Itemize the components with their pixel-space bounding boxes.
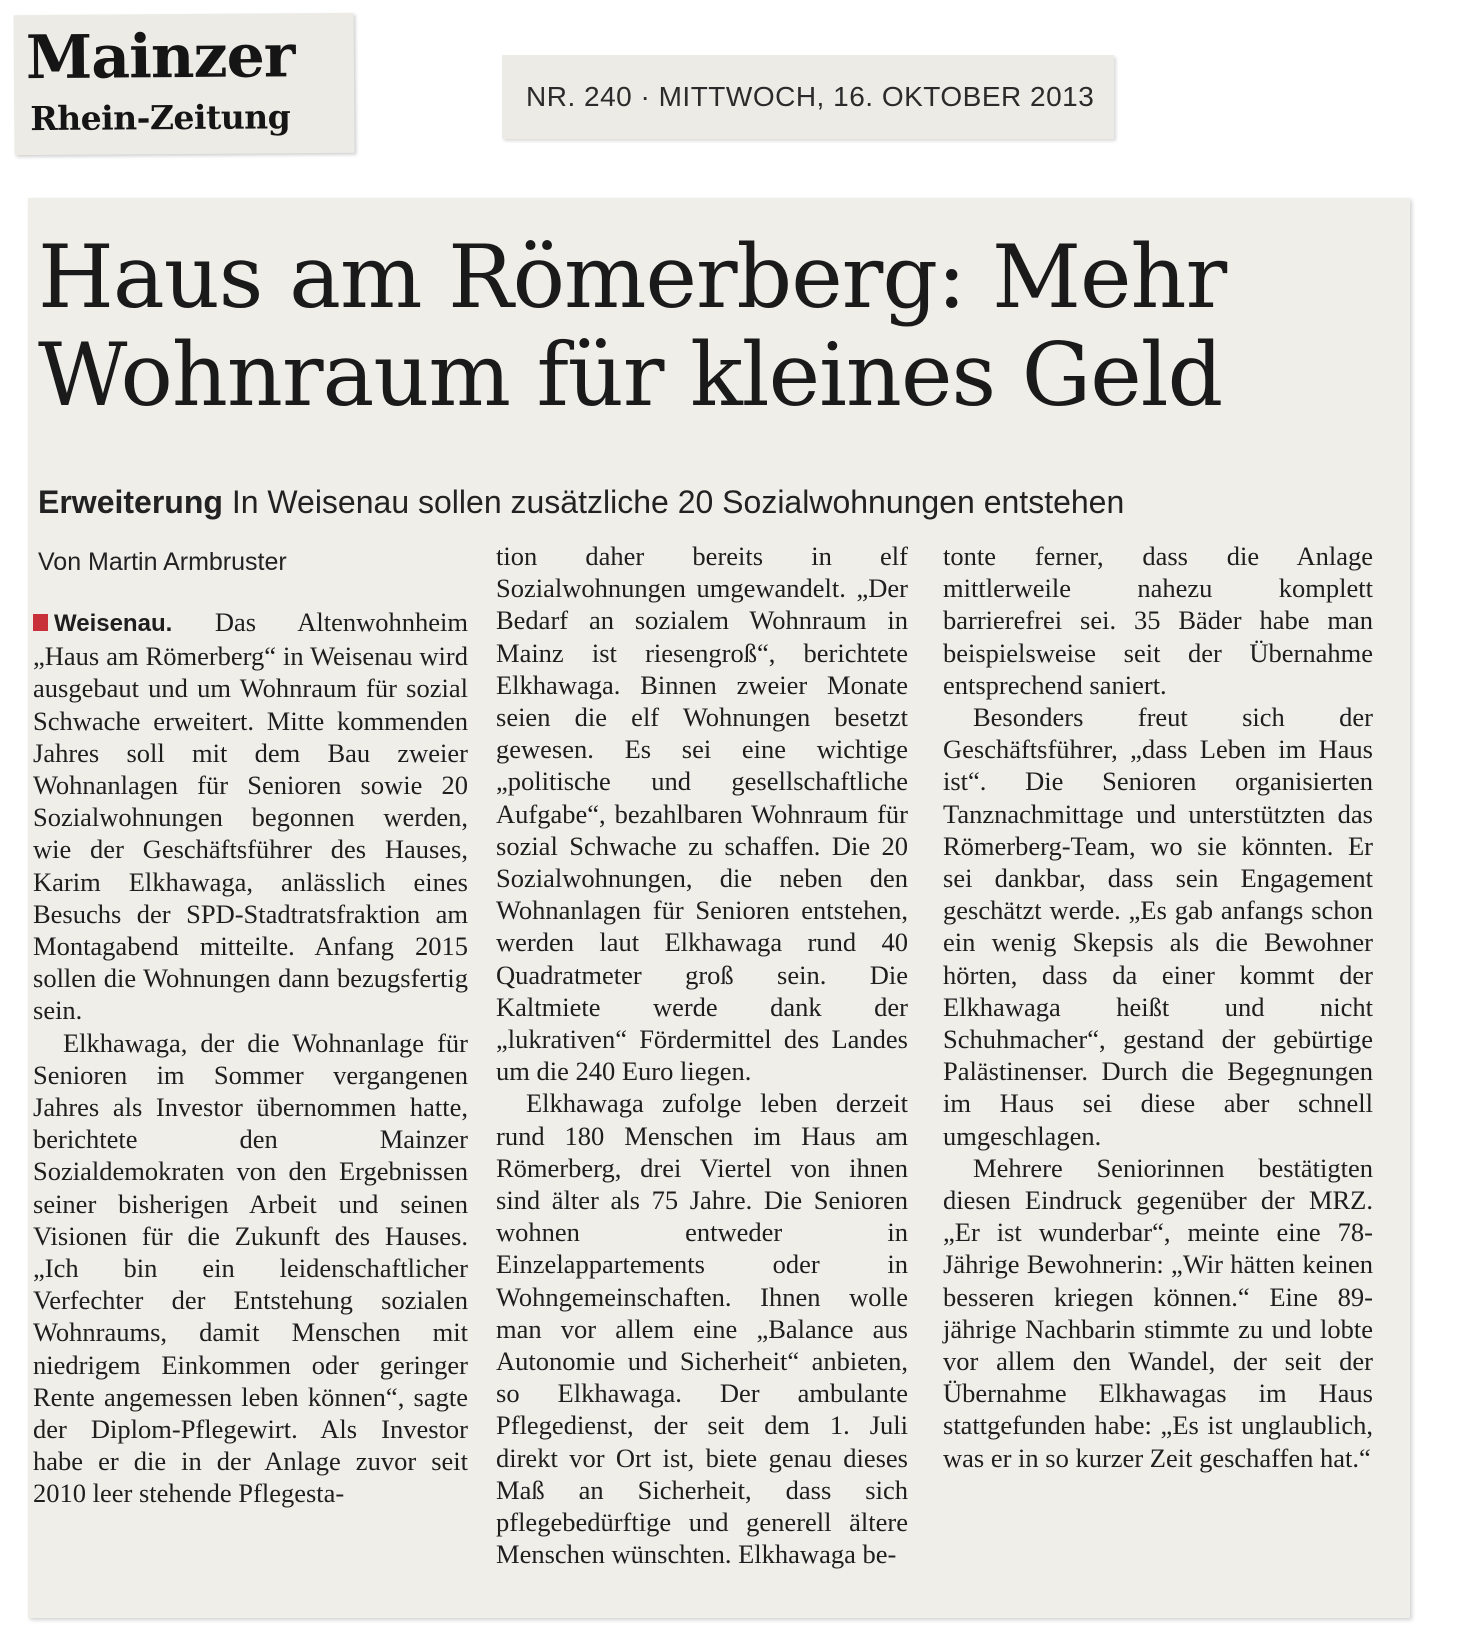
masthead-clipping — [14, 13, 355, 155]
byline: Von Martin Armbruster — [38, 548, 287, 576]
headline-line-1: Haus am Römerberg: Mehr — [38, 226, 1227, 328]
headline-line-2: Wohnraum für kleines Geld — [38, 324, 1223, 426]
masthead-title: Mainzer — [25, 21, 295, 94]
subheadline — [38, 484, 1398, 521]
headline — [38, 228, 1398, 424]
paragraph-text: Das Altenwohnheim „Haus am Römerberg“ in Weisenau wird ausgebaut und um Wohnraum für sozial Schwache erweitert. Mitte kommenden Jahres soll mit dem Bau zweier Wohnanlagen für Senioren sowie 20 Sozialwohnungen begonnen werden, wie der Geschäftsführer des Hauses, Karim Elkhawaga, anlässlich eines Besuchs der SPD-Stadtratsfraktion am Montagabend mitteilte. Anfang 2015 sollen die Wohnungen dann bezugsfertig sein. — [33, 607, 469, 1026]
paragraph: tonte ferner, dass die Anlage mittlerweile nahezu komplett barrierefrei sei. 35 Bäder habe man beispielsweise seit der Übernahme entsprechend saniert. — [943, 541, 1373, 700]
article-column-1 — [33, 606, 468, 1510]
kicker: Erweiterung — [38, 484, 223, 520]
subheadline-text: In Weisenau sollen zusätzliche 20 Sozialwohnungen entstehen — [231, 484, 1125, 520]
paragraph: Mehrere Seniorinnen bestätigten diesen Eindruck gegenüber der MRZ. „Er ist wunderbar“, meinte eine 78-Jährige Bewohnerin: „Wir hätten keinen besseren kriegen können.“ Eine 89-jährige Nachbarin stimmte zu und lobte vor allem den Wandel, der seit der Übernahme Elkhawagas im Haus stattgefunden habe: „Es ist unglaublich, was er in so kurzer Zeit geschaffen hat.“ — [943, 1152, 1373, 1473]
article-clipping — [28, 198, 1410, 1618]
paragraph: Elkhawaga zufolge leben derzeit rund 180 Menschen im Haus am Römerberg, drei Viertel von ihnen sind älter als 75 Jahre. Die Senioren wohnen entweder in Einzelappartements oder in Wohngemeinschaften. Ihnen wolle man vor allem eine „Balance aus Autonomie und Sicherheit“ anbieten, so Elkhawaga. Der ambulante Pflegedienst, der seit dem 1. Juli direkt vor Ort ist, biete genau dieses Maß an Sicherheit, dass sich pflegebedürftige und generell ältere Menschen wünschten. Elkhawaga be- — [496, 1088, 908, 1570]
paragraph: tion daher bereits in elf Sozialwohnungen umgewandelt. „Der Bedarf an sozialem Wohnraum in Mainz ist riesengroß“, berichtete Elkhawaga. Binnen zweier Monate seien die elf Wohnungen besetzt gewesen. Es sei eine wichtige „politische und gesellschaftliche Aufgabe“, bezahlbaren Wohnraum für sozial Schwache zu schaffen. Die 20 Sozialwohnungen, die neben den Wohnanlagen für Senioren entstehen, werden laut Elkhawaga rund 40 Quadratmeter groß sein. Die Kaltmiete werde dank der „lukrativen“ Fördermittel des Landes um die 240 Euro liegen. — [496, 541, 908, 1087]
article-column-2 — [496, 540, 908, 1571]
issue-dateline: NR. 240 · MITTWOCH, 16. OKTOBER 2013 — [526, 81, 1095, 112]
paragraph — [33, 606, 468, 1027]
dateline-clipping — [502, 55, 1114, 139]
section-marker — [33, 614, 48, 631]
article-column-3 — [943, 540, 1373, 1474]
paragraph: Elkhawaga, der die Wohnanlage für Senioren im Sommer vergangenen Jahres als Investor übernommen hatte, berichtete den Mainzer Sozialdemokraten von den Ergebnissen seiner bisherigen Arbeit und seinen Visionen für die Zukunft des Hauses. „Ich bin ein leidenschaftlicher Verfechter der Entstehung sozialen Wohnraums, damit Menschen mit niedrigem Einkommen oder geringer Rente angemessen leben können“, sagte der Diplom-Pflegewirt. Als Investor habe er die in der Anlage zuvor seit 2010 leer stehende Pflegesta- — [33, 1027, 468, 1509]
masthead-subtitle: Rhein-Zeitung — [30, 97, 291, 139]
place-name: Weisenau. — [54, 610, 173, 637]
paragraph: Besonders freut sich der Geschäftsführer, „dass Leben im Haus ist“. Die Senioren organisierten Tanznachmittage und unterstützten das Römerberg-Team, wo sie könnten. Er sei dankbar, dass sein Engagement geschätzt werde. „Es gab anfangs schon ein wenig Skepsis als die Bewohner hörten, dass da einer kommt der Elkhawaga heißt und nicht Schuhmacher“, gestand der gebürtige Palästinenser. Durch die Begegnungen im Haus sei diese aber schnell umgeschlagen. — [943, 702, 1373, 1151]
